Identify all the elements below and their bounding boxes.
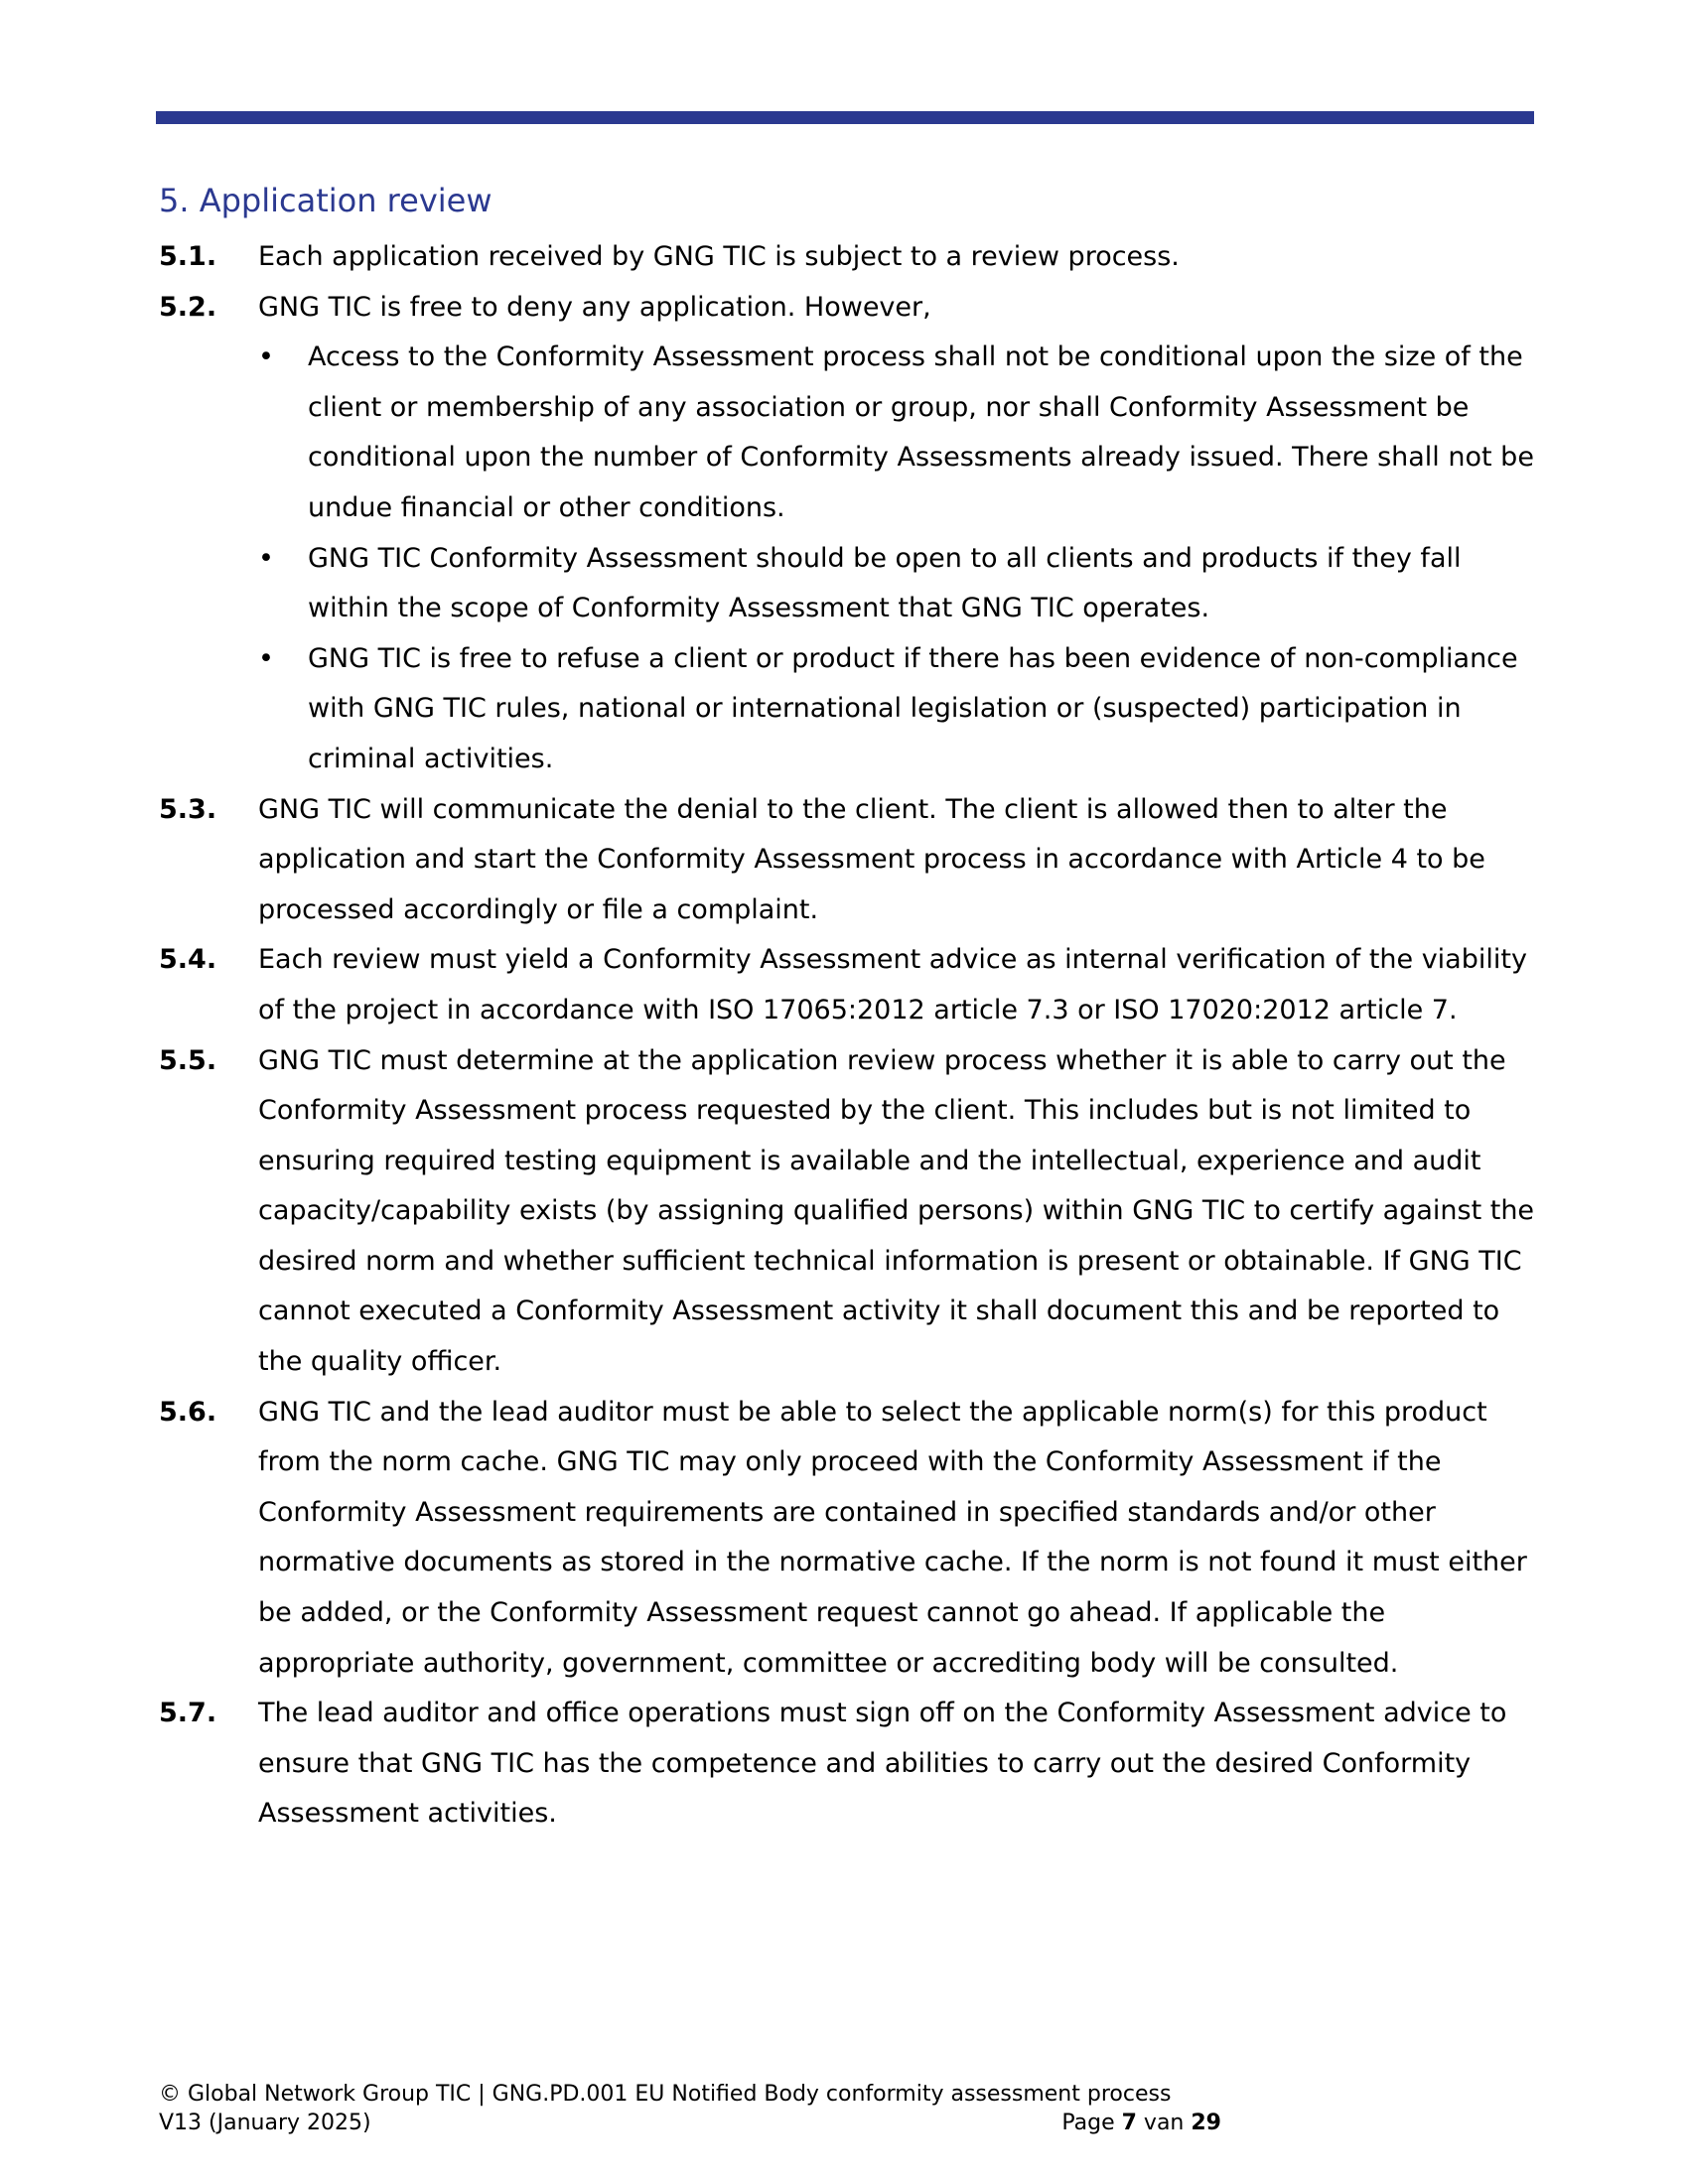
clause-5-7 [159, 1689, 1539, 1840]
page-prefix: Page [1061, 2111, 1115, 2135]
clause-5-4 [159, 935, 1539, 1035]
clause-5-6 [159, 1388, 1539, 1690]
bullet-item [258, 333, 1539, 533]
clause-number: 5.6. [159, 1396, 217, 1428]
page-footer [159, 2080, 1221, 2137]
bullet-text: GNG TIC Conformity Assessment should be open to all clients and products if they fall within the scope of Conformity Assessment that GNG TIC operates. [308, 542, 1462, 624]
bullet-icon: • [258, 341, 274, 373]
clause-text: GNG TIC must determine at the application review process whether it is able to carry out the Conformity Assessment process requested by the client. This includes but is not limited to ensuring required testing equipment is available and the intellectual, experience and audit capacity/capability exists (by assigning qualified persons) within GNG TIC to certify against the desired norm and whether sufficient technical information is present or obtainable. If GNG TIC cannot executed a Conformity Assessment activity it shall document this and be reported to the quality officer. [258, 1044, 1535, 1378]
bullet-item [258, 634, 1539, 785]
page-separator: van [1143, 2111, 1185, 2135]
footer-version: V13 (January 2025) [159, 2111, 371, 2135]
clause-number: 5.3. [159, 793, 217, 825]
footer-copyright: © Global Network Group TIC | GNG.PD.001 EU Notified Body conformity assessment process [159, 2082, 1172, 2107]
clause-text: Each review must yield a Conformity Assessment advice as internal verification of the viability of the project in accordance with ISO 17065:2012 article 7.3 or ISO 17020:2012 article 7. [258, 944, 1527, 1025]
clause-number: 5.7. [159, 1698, 217, 1729]
bullet-icon: • [258, 542, 274, 574]
bullet-item [258, 534, 1539, 634]
header-rule [156, 111, 1534, 124]
clause-number: 5.4. [159, 944, 217, 976]
page-current: 7 [1121, 2111, 1137, 2135]
clause-number: 5.5. [159, 1044, 217, 1076]
bullet-text: Access to the Conformity Assessment process shall not be conditional upon the size of the client or membership of any association or group, nor shall Conformity Assessment be conditional upon the number of Conformity Assessments already issued. There shall not be undue financial or other conditions. [308, 341, 1534, 523]
bullet-list [258, 333, 1539, 784]
clause-list [159, 232, 1539, 1840]
bullet-icon: • [258, 642, 274, 674]
section-heading: 5. Application review [159, 182, 492, 219]
clause-5-3 [159, 785, 1539, 936]
clause-5-1 [159, 232, 1539, 283]
clause-text: The lead auditor and office operations must sign off on the Conformity Assessment advice to ensure that GNG TIC has the competence and abilities to carry out the desired Conformity Assessment activities. [258, 1698, 1507, 1830]
clause-text: GNG TIC and the lead auditor must be able to select the applicable norm(s) for this product from the norm cache. GNG TIC may only proceed with the Conformity Assessment if the Conformity Assessment requirements are contained in specified standards and/or other normative documents as stored in the normative cache. If the norm is not found it must either be added, or the Conformity Assessment request cannot go ahead. If applicable the appropriate authority, government, committee or accrediting body will be consulted. [258, 1396, 1527, 1679]
bullet-text: GNG TIC is free to refuse a client or product if there has been evidence of non-compliance with GNG TIC rules, national or international legislation or (suspected) participation in criminal activities. [308, 642, 1518, 774]
clause-text: GNG TIC will communicate the denial to the client. The client is allowed then to alter the application and start the Conformity Assessment process in accordance with Article 4 to be processed accordingly or file a complaint. [258, 793, 1485, 925]
page-number [1061, 2109, 1221, 2137]
clause-5-2 [159, 283, 1539, 785]
clause-5-5 [159, 1036, 1539, 1388]
footer-row [159, 2109, 1221, 2137]
clause-number: 5.2. [159, 291, 217, 323]
page-total: 29 [1191, 2111, 1221, 2135]
clause-text: Each application received by GNG TIC is subject to a review process. [258, 241, 1180, 272]
clause-text: GNG TIC is free to deny any application. However, [258, 291, 931, 323]
clause-number: 5.1. [159, 241, 217, 272]
